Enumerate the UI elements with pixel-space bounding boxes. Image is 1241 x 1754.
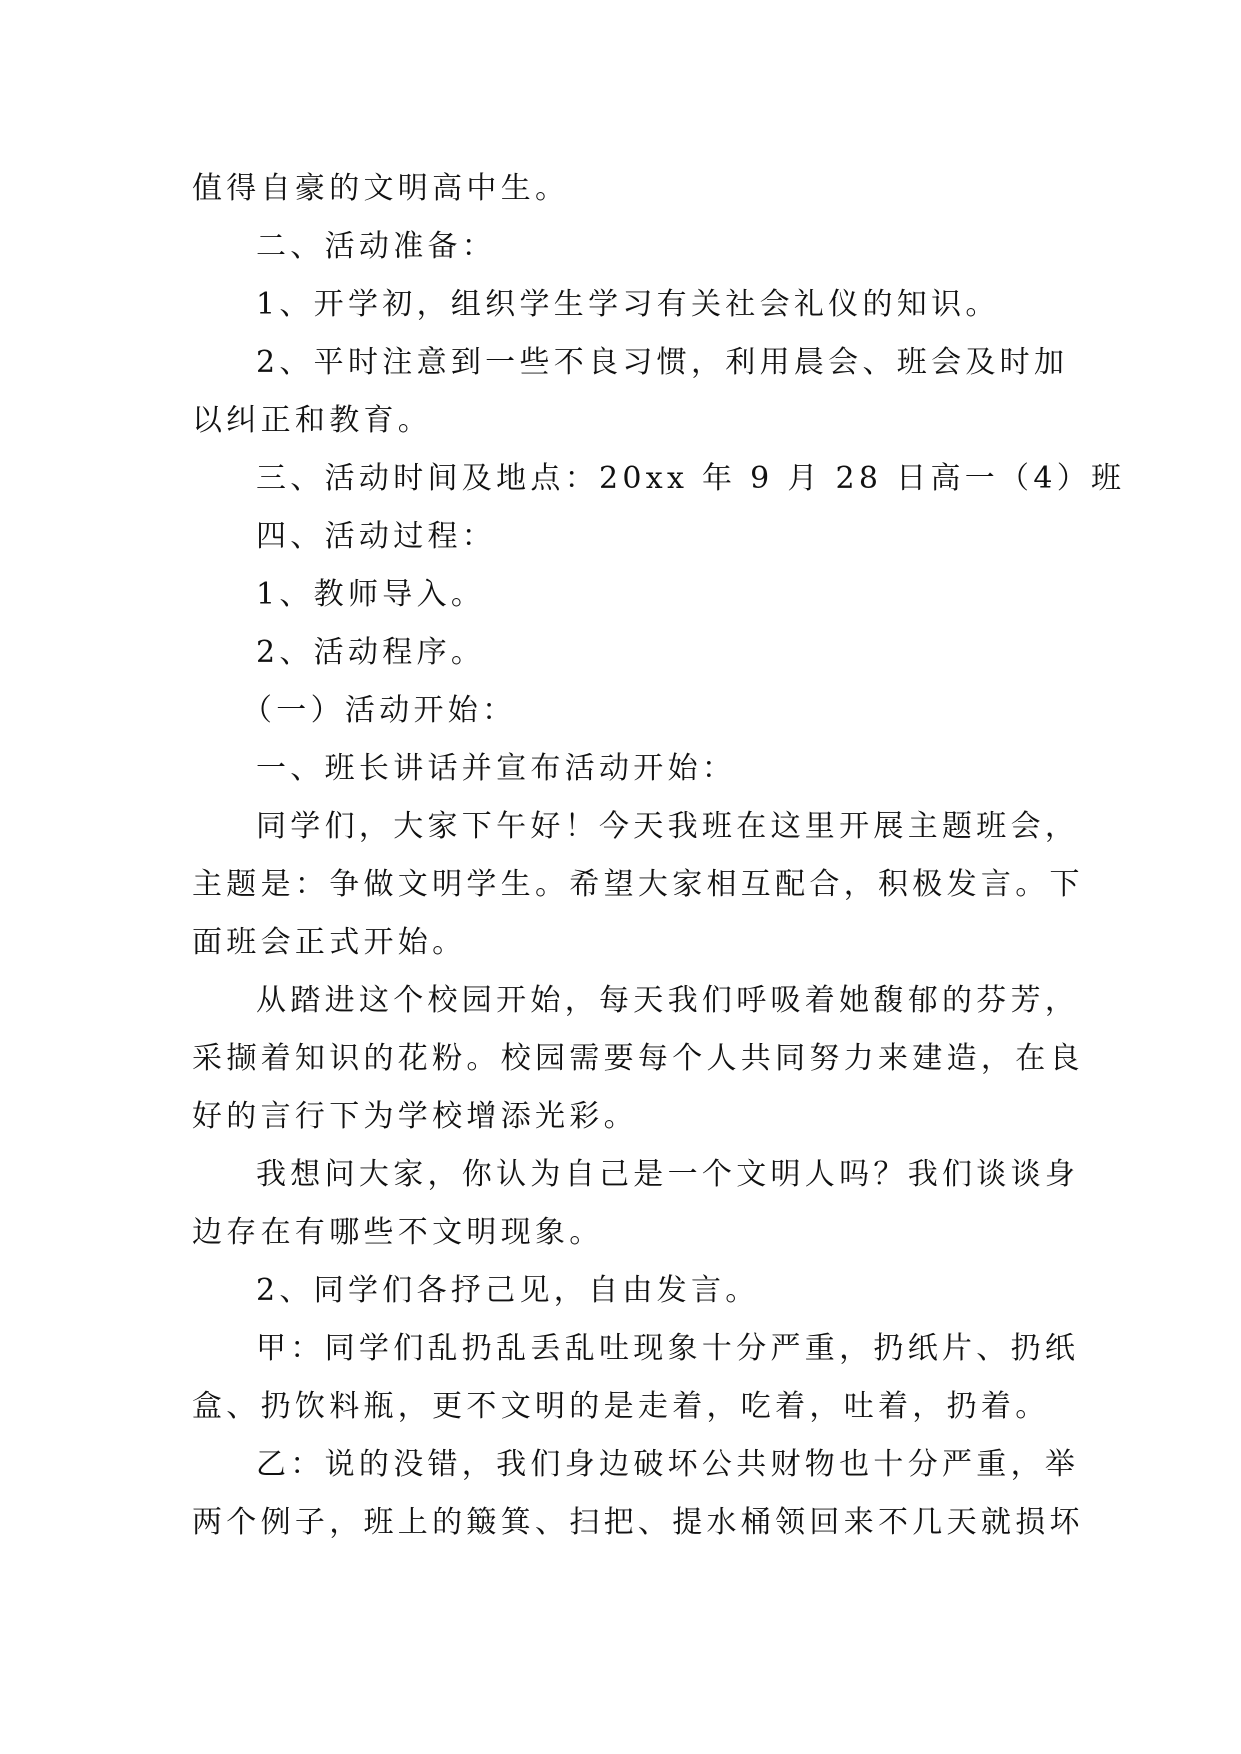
paragraph-line: 边存在有哪些不文明现象。 bbox=[192, 1215, 604, 1250]
paragraph-line: 从踏进这个校园开始，每天我们呼吸着她馥郁的芬芳， bbox=[256, 983, 1080, 1018]
section-heading: 三、活动时间及地点：20xx 年 9 月 28 日高一（4）班 bbox=[256, 461, 1126, 496]
section-heading: 四、活动过程： bbox=[256, 519, 497, 554]
paragraph-line: 面班会正式开始。 bbox=[192, 925, 467, 960]
paragraph-line: 1、教师导入。 bbox=[256, 577, 486, 612]
paragraph-line: 两个例子，班上的簸箕、扫把、提水桶领回来不几天就损坏 bbox=[192, 1505, 1084, 1540]
paragraph-line: 1、开学初，组织学生学习有关社会礼仪的知识。 bbox=[256, 287, 1000, 322]
paragraph-line: 一、班长讲话并宣布活动开始： bbox=[256, 751, 737, 786]
document-body bbox=[192, 160, 1126, 1552]
paragraph-line: 2、平时注意到一些不良习惯，利用晨会、班会及时加 bbox=[256, 345, 1069, 380]
paragraph-line: 2、活动程序。 bbox=[256, 635, 486, 670]
paragraph-line: 值得自豪的文明高中生。 bbox=[192, 171, 570, 206]
paragraph-line: 盒、扔饮料瓶，更不文明的是走着，吃着，吐着，扔着。 bbox=[192, 1389, 1050, 1424]
paragraph-line: 以纠正和教育。 bbox=[192, 403, 433, 438]
paragraph-line: 乙：说的没错，我们身边破坏公共财物也十分严重，举 bbox=[256, 1447, 1080, 1482]
subsection-heading: （一）活动开始： bbox=[242, 693, 517, 728]
paragraph-line: 采撷着知识的花粉。校园需要每个人共同努力来建造，在良 bbox=[192, 1041, 1084, 1076]
section-heading: 二、活动准备： bbox=[256, 229, 497, 264]
paragraph-line: 我想问大家，你认为自己是一个文明人吗？我们谈谈身 bbox=[256, 1157, 1080, 1192]
paragraph-line: 2、同学们各抒己见，自由发言。 bbox=[256, 1273, 760, 1308]
paragraph-line: 主题是：争做文明学生。希望大家相互配合，积极发言。下 bbox=[192, 867, 1084, 902]
paragraph-line: 好的言行下为学校增添光彩。 bbox=[192, 1099, 638, 1134]
paragraph-line: 甲：同学们乱扔乱丢乱吐现象十分严重，扔纸片、扔纸 bbox=[256, 1331, 1080, 1366]
paragraph-line: 同学们，大家下午好！今天我班在这里开展主题班会， bbox=[256, 809, 1080, 844]
